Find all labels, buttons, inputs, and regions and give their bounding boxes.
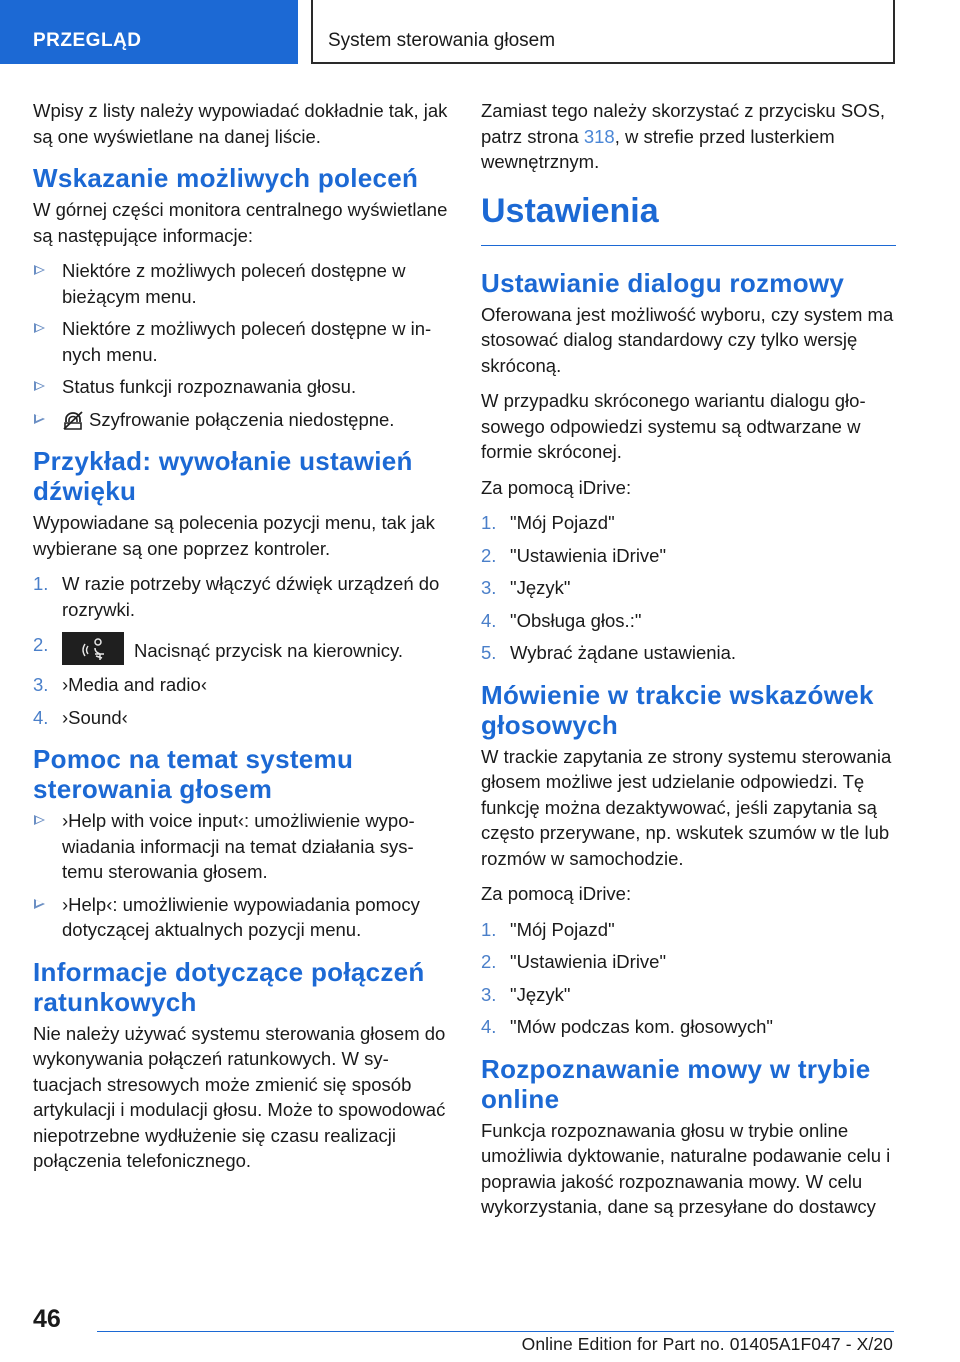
heading-dialog-settings: Ustawianie dialogu rozmowy: [481, 267, 845, 298]
emergency-calls-text: Nie należy używać systemu sterowania głosem do wykonywania połączeń ratunkowych. W sytuacjach stresowych może zmienić się sposób artykulacji i modulacji głosu. Może to spowodować niepotrzebne wydłużenie się czasu realizacji połączenia telefonicznego.: [33, 1022, 446, 1171]
list-item: 1. "Mój Pojazd": [481, 917, 896, 943]
list-item: Status funkcji rozpoznawania głosu.: [33, 374, 448, 400]
step-number: 1.: [33, 573, 49, 594]
voice-control-button-icon: [62, 632, 124, 665]
encryption-unavailable-icon: [62, 410, 84, 430]
step-number: 2.: [33, 634, 49, 655]
list-item: 1. "Mój Pojazd": [481, 510, 896, 536]
list-item: 5. Wybrać żądane ustawienia.: [481, 640, 896, 666]
list-item: 3. ›Media and radio‹: [33, 672, 448, 698]
triangle-bullet-icon: [34, 381, 45, 391]
list-item: 3. "Język": [481, 982, 896, 1008]
heading-sound-example: Przykład: wywołanie ustawień dźwięku: [33, 446, 413, 506]
list-item: 2. Nacisnąć przycisk na kierownicy.: [33, 632, 448, 665]
step-number: 3.: [481, 983, 497, 1005]
edition-note: Online Edition for Part no. 01405A1F047 - X/20: [521, 1334, 893, 1354]
intro-paragraph: Wpisy z listy należy wypowiadać dokładnie tak, jak są one wyświetlane na danej liście.: [33, 100, 448, 147]
dialog-settings-steps: [481, 510, 896, 666]
list-item: 4. "Obsługa głos.:": [481, 608, 896, 634]
step-number: 4.: [33, 706, 49, 728]
list-item: 2. "Ustawienia iDrive": [481, 949, 896, 975]
list-item: ›Help‹: umożliwienie wypowiadania pomocy dotyczącej aktualnych pozycji menu.: [33, 892, 448, 943]
possible-commands-text: W górnej części monitora centralnego wyświetlane są następujące informacje:: [33, 199, 448, 246]
heading-settings: Ustawienia: [481, 191, 896, 246]
list-item: 3. "Język": [481, 575, 896, 601]
list-item: Niektóre z możliwych poleceń dostępne w bieżącym menu.: [33, 258, 448, 309]
step-number: 3.: [481, 577, 497, 598]
heading-voice-help: Pomoc na temat systemu sterowania głosem: [33, 744, 354, 804]
list-item: ›Help with voice input‹: umożliwienie wypowiadania informacji na temat działania systemu sterowania głosem.: [33, 808, 448, 885]
step-number: 5.: [481, 642, 497, 663]
step-number: 1.: [481, 918, 497, 940]
triangle-bullet-icon: [34, 323, 45, 333]
chapter-title: System sterowania głosem: [311, 0, 895, 64]
right-column: [481, 98, 896, 1230]
triangle-bullet-icon: [34, 414, 45, 424]
barge-in-text-1: W trackie zapytania ze strony systemu sterowania głosem możliwe jest udzielanie odpowiedzi. Tę funkcję można dezaktywować, jeśli zapytania są często przerywane, np. wskutek szumów w tle lub rozmów w samochodzie.: [481, 745, 892, 869]
barge-in-text-2: Za pomocą iDrive:: [481, 883, 632, 904]
triangle-bullet-icon: [34, 815, 45, 825]
online-recognition-text: Funkcja rozpoznawania głosu w trybie online umożliwia dyktowanie, naturalne podawanie celu i poprawia jakość rozpoznawania mowy. W celu wykorzystania, dane są przesyłane do dostawcy: [481, 1119, 891, 1217]
heading-barge-in: Mówienie w trakcie wskazówek głosowych: [481, 679, 874, 740]
page-number: 46: [33, 1305, 61, 1333]
dialog-settings-text-3: Za pomocą iDrive:: [481, 476, 632, 498]
list-item: 2. "Ustawienia iDrive": [481, 543, 896, 569]
step-number: 3.: [33, 674, 49, 695]
heading-emergency-calls: Informacje dotyczące połączeń ratunkowych: [33, 956, 425, 1017]
heading-online-recognition: Rozpoznawanie mowy w trybie online: [481, 1053, 871, 1114]
triangle-bullet-icon: [34, 265, 45, 275]
dialog-settings-text-2: W przypadku skróconego wariantu dialogu głosowego odpowiedzi systemu są odtwarzane w formie skróconej.: [481, 390, 866, 462]
list-item: 4. "Mów podczas kom. głosowych": [481, 1014, 896, 1040]
barge-in-steps: [481, 917, 896, 1040]
step-number: 2.: [481, 951, 497, 972]
possible-commands-list: [33, 258, 448, 432]
sos-paragraph: Zamiast tego należy skorzystać z przycisku SOS, patrz strona 318, w strefie przed lusterkiem wewnętrznym.: [481, 100, 886, 172]
list-item: Niektóre z możliwych poleceń dostępne w innych menu.: [33, 316, 448, 367]
triangle-bullet-icon: [34, 899, 45, 909]
list-item: Szyfrowanie połączenia niedostępne.: [33, 407, 448, 433]
step-number: 4.: [481, 1016, 497, 1037]
page-reference-link[interactable]: 318: [583, 125, 615, 147]
sound-example-steps: [33, 571, 448, 730]
step-number: 1.: [481, 512, 497, 533]
heading-possible-commands: Wskazanie możliwych poleceń: [33, 163, 419, 193]
list-item: 4. ›Sound‹: [33, 705, 448, 731]
sound-example-text: Wypowiadane są polecenia pozycji menu, tak jak wybierane są one poprzez kontroler.: [33, 512, 435, 559]
dialog-settings-text-1: Oferowana jest możliwość wyboru, czy system ma stosować dialog standardowy czy tylko wersję skróconą.: [481, 303, 894, 376]
section-tab: PRZEGLĄD: [0, 0, 298, 64]
left-column: [33, 98, 448, 1184]
step-number: 2.: [481, 544, 497, 566]
voice-help-list: [33, 808, 448, 943]
footer-divider: [97, 1331, 894, 1332]
list-item: 1. W razie potrzeby włączyć dźwięk urządzeń do rozrywki.: [33, 573, 440, 620]
step-number: 4.: [481, 609, 497, 631]
